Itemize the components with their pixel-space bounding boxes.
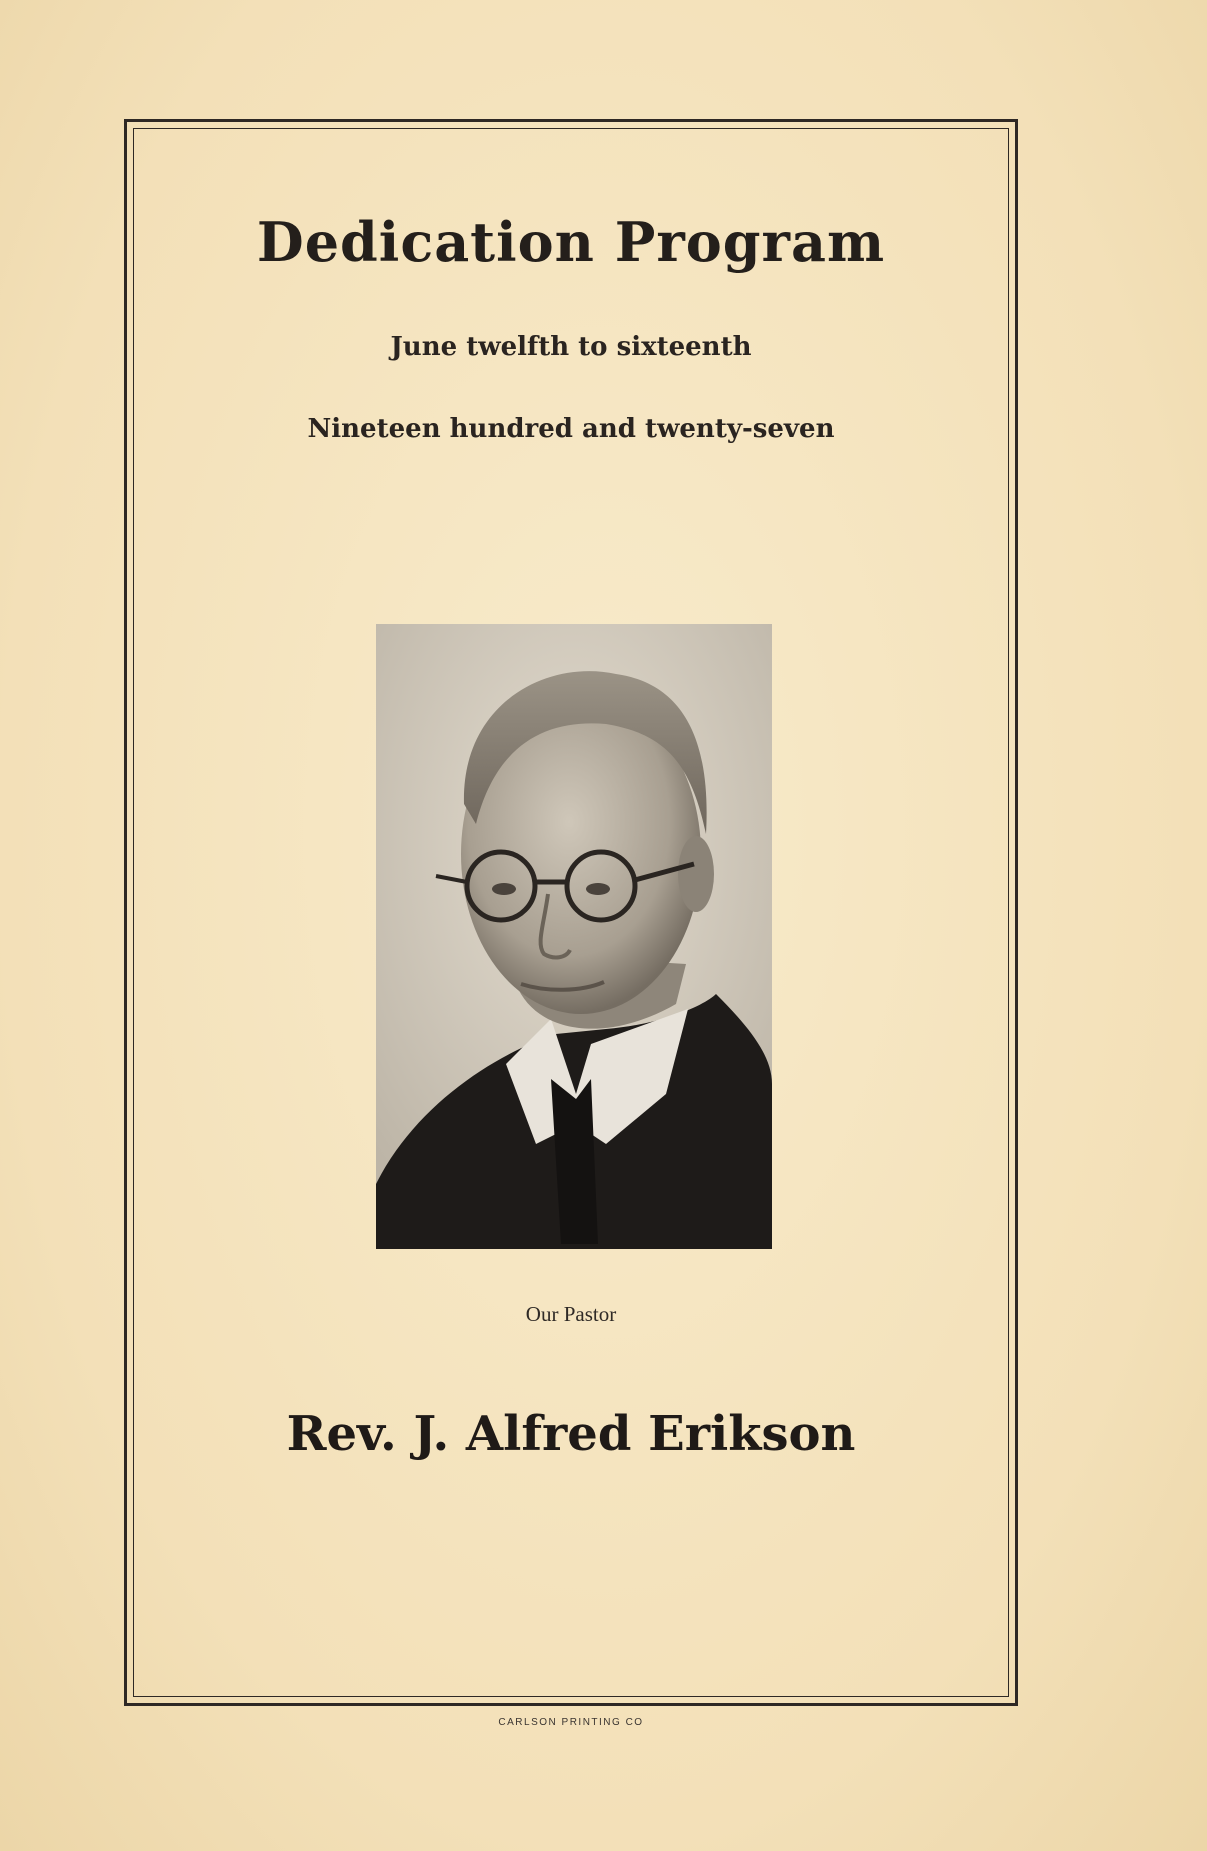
printer-imprint: CARLSON PRINTING CO — [498, 1717, 644, 1728]
program-title: Dedication Program — [256, 210, 886, 274]
program-dates: June twelfth to sixteenth — [390, 332, 752, 362]
pastor-name: Rev. J. Alfred Erikson — [286, 1406, 856, 1462]
pastor-portrait-photo — [376, 624, 772, 1249]
program-year: Nineteen hundred and twenty-seven — [307, 414, 835, 444]
photo-caption: Our Pastor — [525, 1302, 617, 1326]
